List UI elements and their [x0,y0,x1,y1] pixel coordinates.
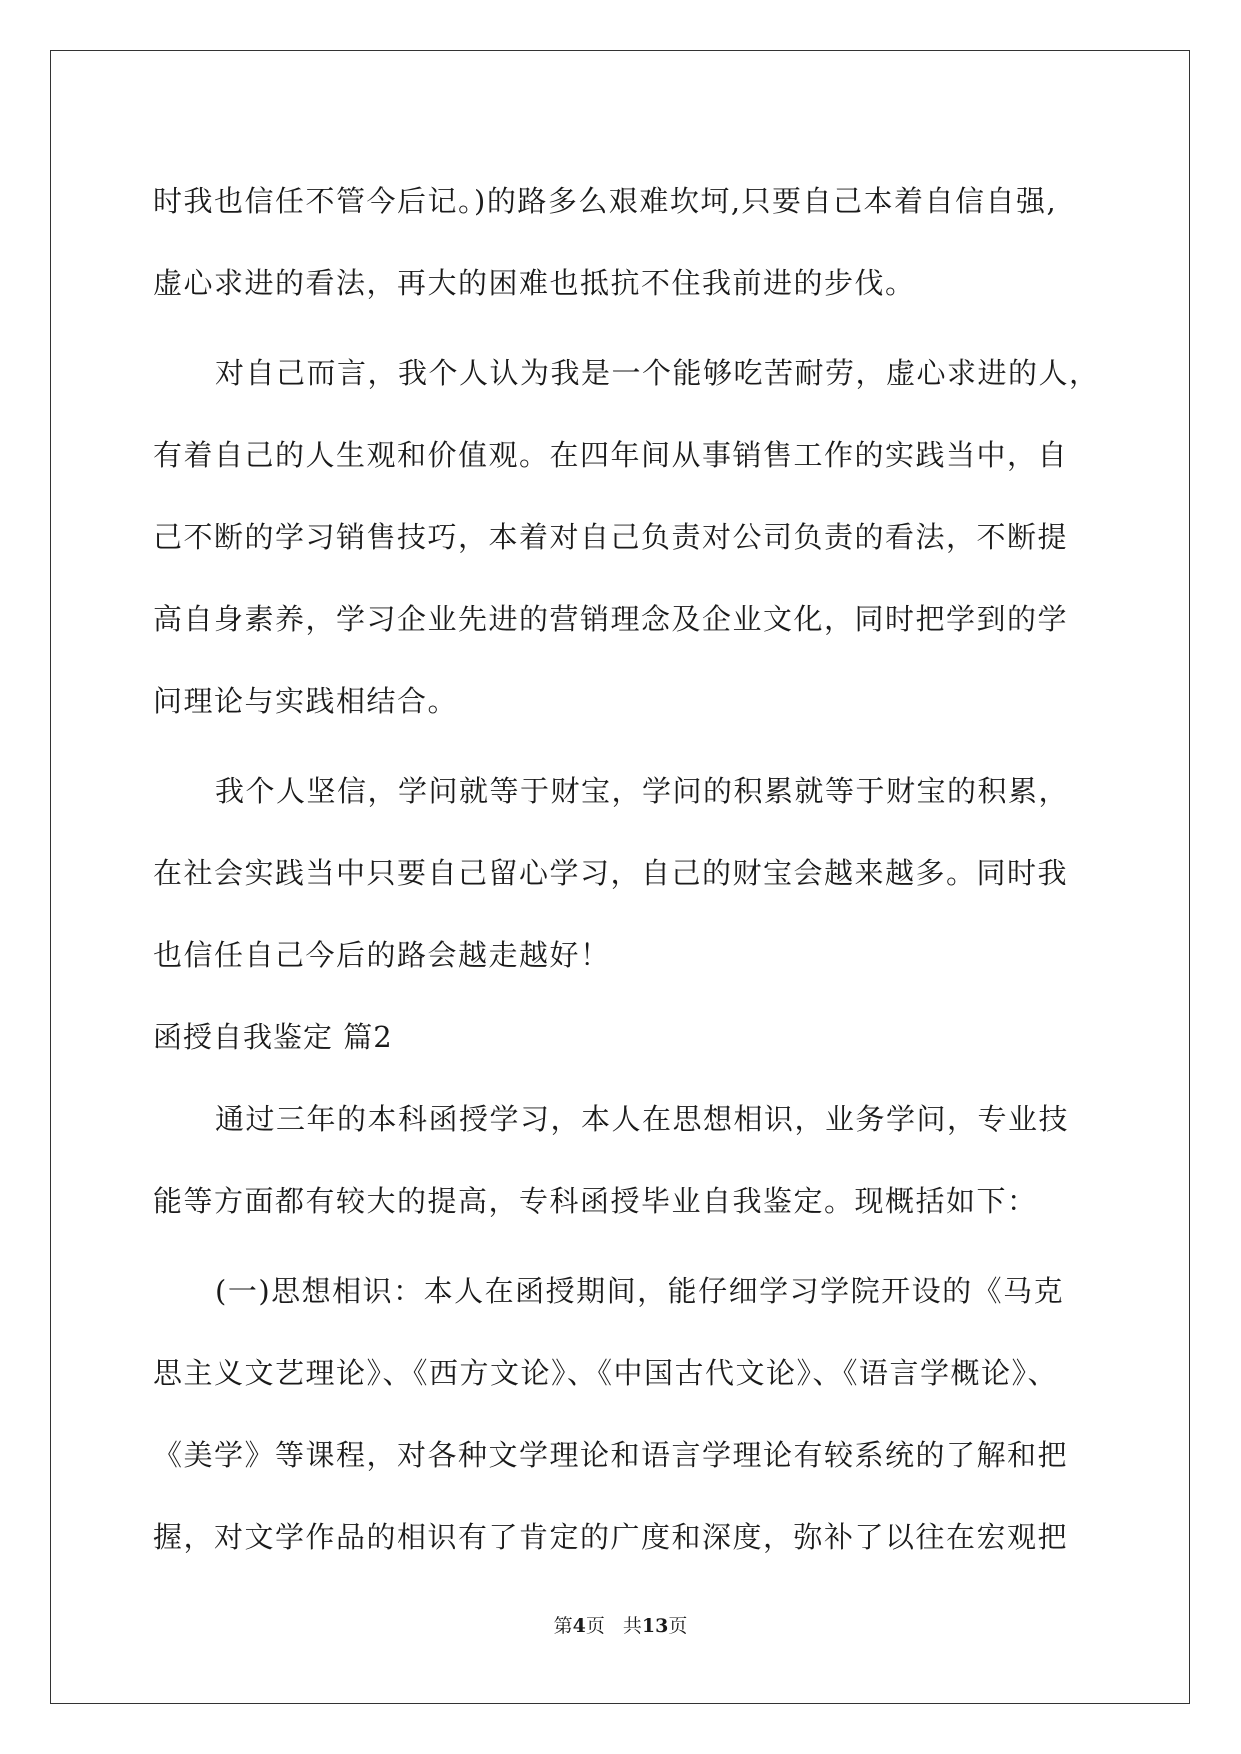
section-heading [153,996,1093,1078]
paragraph [153,332,1100,742]
section-title: 函授自我鉴定 篇2 [153,1020,393,1054]
text-line: 己不断的学习销售技巧，本着对自己负责对公司负责的看法，不断提 [153,520,1069,554]
text-line: (一)思想相识：本人在函授期间，能仔细学习学院开设的《马克 [215,1274,1065,1308]
text-line: 通过三年的本科函授学习，本人在思想相识，业务学问，专业技 [215,1102,1070,1136]
total-label-suffix: 页 [668,1615,688,1637]
text-line: 思主义文艺理论》、《西方文论》、《中国古代文论》、《语言学概论》、 [153,1356,1059,1390]
text-line: 时我也信任不管今后记。)的路多么艰难坎坷,只要自己本着自信自强, [153,184,1058,218]
text-line: 虚心求进的看法，再大的困难也抵抗不住我前进的步伐。 [153,266,916,300]
page-footer [0,1614,1241,1638]
paragraph [153,160,1093,324]
paragraph [153,1250,1093,1578]
text-line: 对自己而言，我个人认为我是一个能够吃苦耐劳，虚心求进的人， [215,356,1100,390]
text-line: 也信任自己今后的路会越走越好！ [153,938,611,972]
text-line: 《美学》等课程，对各种文学理论和语言学理论有较系统的了解和把 [153,1438,1069,1472]
text-line: 问理论与实践相结合。 [153,684,459,718]
text-line: 高自身素养，学习企业先进的营销理念及企业文化，同时把学到的学 [153,602,1069,636]
page-label-prefix: 第 [553,1615,573,1637]
total-page-count: 13 [641,1615,669,1637]
document-body [153,160,1100,1578]
page-label-suffix: 页 [585,1615,605,1637]
current-page-number: 4 [572,1615,586,1637]
text-line: 能等方面都有较大的提高，专科函授毕业自我鉴定。现概括如下： [153,1184,1038,1218]
text-line: 在社会实践当中只要自己留心学习，自己的财宝会越来越多。同时我 [153,856,1069,890]
text-line: 握，对文学作品的相识有了肯定的广度和深度，弥补了以往在宏观把 [153,1520,1069,1554]
paragraph [153,750,1093,996]
total-label-prefix: 共 [622,1615,642,1637]
text-line: 我个人坚信，学问就等于财宝，学问的积累就等于财宝的积累， [215,774,1070,808]
text-line: 有着自己的人生观和价值观。在四年间从事销售工作的实践当中，自 [153,438,1069,472]
paragraph [153,1078,1093,1242]
